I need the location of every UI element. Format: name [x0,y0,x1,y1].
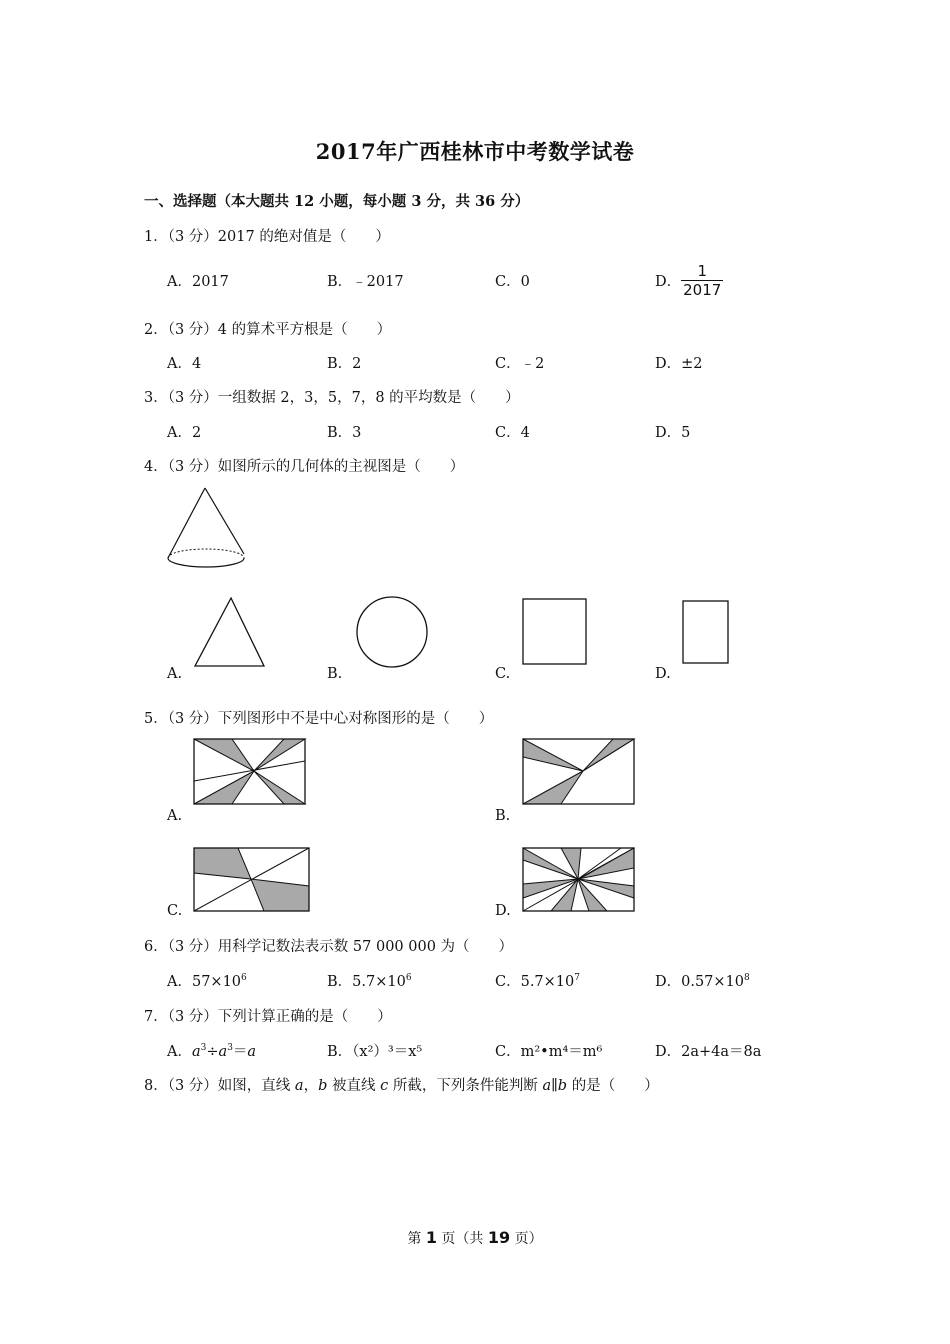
q3-option-d: D．5 [655,425,691,441]
q8-comma: ， [303,1078,319,1094]
q8-stem-part: 8．（3 分）如图，直线 [144,1078,295,1094]
q2-option-c: C．﹣2 [495,356,545,372]
q3-option-c: C．4 [495,425,530,441]
q5-option-b: B. [495,808,511,824]
q8-parallel-symbol: ∥ [551,1078,558,1094]
question-7-stem: 7．（3 分）下列计算正确的是（ ） [144,1009,392,1025]
q4-option-b: B. [327,666,343,682]
option-c-square-figure [520,596,590,668]
cone-figure [160,484,260,576]
q4-option-d: D. [655,666,671,682]
option-a-triangle-figure [190,594,270,670]
page-number: 1 [425,1228,437,1247]
q6-b-base: B．5.7×10 [327,974,406,990]
q5-option-c: C. [167,903,183,919]
q8-stem-part: 的是（ ） [567,1078,659,1094]
q7-option-a: A．$a^3\div a^3=a$ [167,1043,257,1060]
q6-b-exponent: 6 [405,973,412,983]
q8-stem-part: 所截，下列条件能判断 [388,1078,543,1094]
q6-option-b [327,970,412,991]
q7-option-a-label: A． [167,1044,192,1060]
option-a-shaded-rectangle-figure [192,737,308,807]
q1-option-a: A．2017 [167,274,229,290]
footer-text: 页（共 [436,1231,488,1247]
option-d-rectangle-figure [680,598,732,666]
q6-a-exponent: 6 [241,973,247,983]
fraction-numerator: 1 [681,262,723,281]
q2-option-a: A．4 [167,356,202,372]
q6-d-exponent: 8 [744,973,750,983]
q6-c-base: C．5.7×10 [495,974,575,990]
question-2-stem: 2．（3 分）4 的算术平方根是（ ） [144,322,392,338]
q1-option-d-label: D． [655,274,682,290]
question-5-stem: 5．（3 分）下列图形中不是中心对称图形的是（ ） [144,711,494,727]
footer-text: 第 [407,1231,426,1247]
fraction-denominator: 2017 [683,281,722,299]
total-pages: 19 [487,1228,511,1247]
q8-var-a: a [294,1078,304,1094]
question-1-stem: 1．（3 分）2017 的绝对值是（ ） [144,229,390,245]
q8-var-b: b [557,1078,568,1094]
question-3-stem: 3．（3 分）一组数据 2，3，5，7，8 的平均数是（ ） [144,390,520,406]
option-d-shaded-rectangle-figure [521,846,639,914]
q6-option-a [167,970,247,991]
q6-a-base: A．57×10 [167,974,242,990]
q7-option-c: C．m²•m⁴＝m⁶ [495,1044,603,1060]
question-8-stem [144,1074,659,1095]
option-b-shaded-rectangle-figure [521,737,637,807]
q4-option-c: C. [495,666,511,682]
q8-stem-part: 被直线 [327,1078,381,1094]
q1-option-b: B．﹣2017 [327,274,404,290]
q3-option-b: B．3 [327,425,362,441]
option-c-shaded-rectangle-figure [192,846,312,914]
q2-option-d: D．±2 [655,356,703,372]
question-6-stem: 6．（3 分）用科学记数法表示数 57 000 000 为（ ） [144,939,514,955]
q4-option-a: A. [167,666,183,682]
page-footer [0,1228,950,1248]
q7-option-d: D．2a+4a＝8a [655,1044,762,1060]
q6-option-c [495,970,580,991]
q8-var-c: c [380,1078,389,1094]
q7-option-b: B．（x²）³＝x⁵ [327,1044,423,1060]
q1-option-d [655,262,723,299]
q8-var-a: a [542,1078,552,1094]
q1-option-c: C．0 [495,274,530,290]
q6-c-exponent: 7 [574,973,580,983]
page-title: 2017年广西桂林市中考数学试卷 [315,139,635,164]
section-heading: 一、选择题（本大题共 12 小题，每小题 3 分，共 36 分） [144,193,530,210]
q2-option-b: B．2 [327,356,362,372]
option-b-circle-figure [352,594,432,672]
q8-var-b: b [318,1078,328,1094]
footer-text: 页） [510,1231,543,1247]
q6-option-d [655,970,750,991]
fraction [681,262,723,299]
q5-option-d: D. [495,903,511,919]
q5-option-a: A. [167,808,183,824]
q3-option-a: A．2 [167,425,202,441]
question-4-stem: 4．（3 分）如图所示的几何体的主视图是（ ） [144,459,465,475]
q6-d-base: D．0.57×10 [655,974,745,990]
